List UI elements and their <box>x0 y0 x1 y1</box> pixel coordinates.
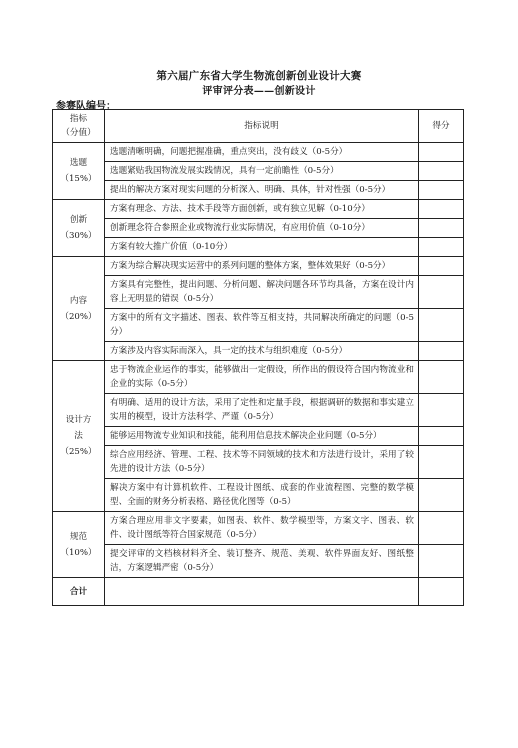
criterion-description: 选题紧贴我国物流发展实践情况，具有一定前瞻性（0-5分） <box>105 162 419 181</box>
scoring-table <box>52 109 464 606</box>
table-header-row <box>53 110 464 143</box>
criterion-description: 有明确、适用的设计方法，采用了定性和定量手段，根据调研的数据和事实建立实用的模型，设计方法科学、严谨（0-5分） <box>105 394 419 427</box>
category-cell: 内容 （20%） <box>53 257 105 361</box>
score-cell[interactable] <box>419 479 464 512</box>
criterion-description: 方案有理念、方法、技术手段等方面创新，或有独立见解（0-10分） <box>105 200 419 219</box>
table-row <box>53 427 464 446</box>
table-row <box>53 545 464 578</box>
category-cell: 创新 （30%） <box>53 200 105 257</box>
table-row <box>53 512 464 545</box>
table-row <box>53 257 464 276</box>
table-row <box>53 143 464 162</box>
score-cell[interactable] <box>419 342 464 361</box>
criterion-description: 提出的解决方案对现实问题的分析深入、明确、具体，针对性强（0-5分） <box>105 181 419 200</box>
page-title: 第六届广东省大学生物流创新创业设计大赛 <box>156 70 362 82</box>
score-cell[interactable] <box>419 512 464 545</box>
table-row <box>53 342 464 361</box>
criterion-description: 能够运用物流专业知识和技能，能利用信息技术解决企业问题（0-5分） <box>105 427 419 446</box>
table-row <box>53 479 464 512</box>
criterion-description: 方案为综合解决现实运营中的系列问题的整体方案，整体效果好（0-5分） <box>105 257 419 276</box>
score-cell[interactable] <box>419 276 464 309</box>
criterion-description: 忠于物流企业运作的事实，能够做出一定假设，所作出的假设符合国内物流业和企业的实际（0-5分） <box>105 361 419 394</box>
total-score-cell[interactable] <box>419 578 464 606</box>
score-cell[interactable] <box>419 219 464 238</box>
score-cell[interactable] <box>419 394 464 427</box>
column-header-indicator: 指标 （分值） <box>53 110 105 143</box>
total-description-cell <box>105 578 419 606</box>
criterion-description: 解决方案中有计算机软件、工程设计图纸、成套的作业流程图、完整的数学模型、全面的财务分析表格、路径优化图等（0-5） <box>105 479 419 512</box>
table-row <box>53 276 464 309</box>
table-row <box>53 446 464 479</box>
criterion-description: 方案具有完整性，提出问题、分析问题、解决问题各环节均具备，方案在设计内容上无明显的错误（0-5分） <box>105 276 419 309</box>
page-subtitle: 评审评分表——创新设计 <box>202 86 316 97</box>
category-cell: 设计方 法 （25%） <box>53 361 105 512</box>
score-cell[interactable] <box>419 181 464 200</box>
criterion-description: 综合应用经济、管理、工程、技术等不同领域的技术和方法进行设计，采用了较先进的设计方法（0-5分） <box>105 446 419 479</box>
table-row <box>53 309 464 342</box>
score-cell[interactable] <box>419 309 464 342</box>
total-label: 合计 <box>53 578 105 606</box>
score-cell[interactable] <box>419 200 464 219</box>
criterion-description: 选题清晰明确，问题把握准确，重点突出，没有歧义（0-5分） <box>105 143 419 162</box>
score-cell[interactable] <box>419 545 464 578</box>
score-cell[interactable] <box>419 257 464 276</box>
table-body <box>53 143 464 578</box>
score-cell[interactable] <box>419 446 464 479</box>
score-cell[interactable] <box>419 427 464 446</box>
score-cell[interactable] <box>419 143 464 162</box>
table-row <box>53 162 464 181</box>
column-header-description: 指标说明 <box>105 110 419 143</box>
table-row <box>53 200 464 219</box>
score-cell[interactable] <box>419 361 464 394</box>
criterion-description: 方案有较大推广价值（0-10分） <box>105 238 419 257</box>
score-cell[interactable] <box>419 238 464 257</box>
criterion-description: 创新理念符合参照企业或物流行业实际情况，有应用价值（0-10分） <box>105 219 419 238</box>
category-cell: 规范 （10%） <box>53 512 105 578</box>
column-header-score: 得分 <box>419 110 464 143</box>
table-row <box>53 219 464 238</box>
category-cell: 选题 （15%） <box>53 143 105 200</box>
total-row <box>53 578 464 606</box>
table-row <box>53 394 464 427</box>
table-row <box>53 361 464 394</box>
criterion-description: 方案涉及内容实际而深入，具一定的技术与组织难度（0-5分） <box>105 342 419 361</box>
criterion-description: 方案合理应用非文字要素，如图表、软件、数学模型等，方案文字、图表、软件、设计图纸等符合国家规范（0-5分） <box>105 512 419 545</box>
criterion-description: 方案中的所有文字描述、图表、软件等互相支持，共同解决所确定的问题（0-5分） <box>105 309 419 342</box>
team-number-label: 参赛队编号： <box>56 101 116 112</box>
score-cell[interactable] <box>419 162 464 181</box>
table-row <box>53 181 464 200</box>
table-row <box>53 238 464 257</box>
criterion-description: 提交评审的文档核材料齐全、装订整齐、规范、美观、软件界面友好、图纸整洁，方案逻辑严密（0-5分） <box>105 545 419 578</box>
